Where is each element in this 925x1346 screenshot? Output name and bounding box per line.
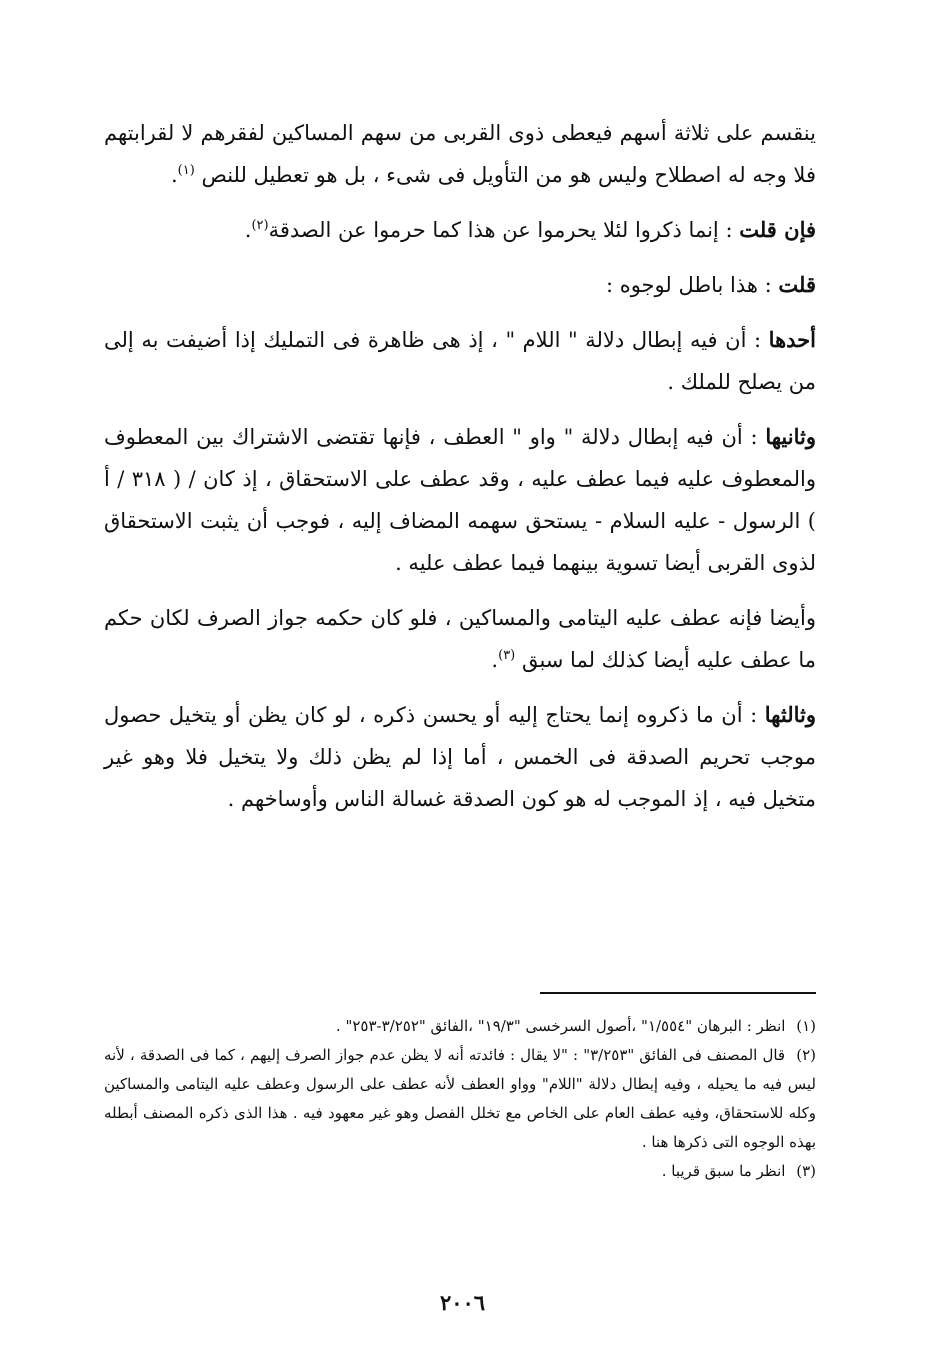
main-text bbox=[104, 112, 816, 833]
paragraph-tail: . bbox=[170, 163, 178, 187]
paragraph-tail: . bbox=[244, 218, 252, 242]
footnote-text: انظر ما سبق قريبا . bbox=[661, 1162, 786, 1180]
paragraph-2 bbox=[104, 209, 816, 251]
footnote-3 bbox=[104, 1157, 816, 1186]
bold-lead: وثالثها bbox=[764, 702, 816, 727]
paragraph-text: وأيضا فإنه عطف عليه اليتامى والمساكين ، فلو كان حكمه جواز الصرف لكان حكم ما عطف عليه أيضا كذلك لما سبق bbox=[104, 606, 816, 672]
page-number: ٢٠٠٦ bbox=[439, 1290, 486, 1315]
footnote-text: قال المصنف فى الفائق "٣/٢٥٣" : "لا يقال : فائدته أنه لا يظن عدم جواز الصرف إليهم ، كما فى الصدقة ، لأنه ليس فيه ما يحيله ، وفيه إبطال دلالة "اللام" وواو العطف لأنه عطف على الرسول وعطف عليه اليتامى والمساكين وكله للاستحقاق، وفيه عطف العام على الخاص مع تخلل الفصل وهو غير معهود فيه . هذا الذى ذكره المصنف أبطله بهذه الوجوه التى ذكرها هنا . bbox=[104, 1046, 816, 1151]
footnote-ref-3: (٣) bbox=[498, 648, 516, 663]
paragraph-1 bbox=[104, 112, 816, 196]
footnote-number: (٢) bbox=[796, 1046, 816, 1064]
paragraph-text: : هذا باطل لوجوه : bbox=[605, 273, 772, 297]
footnotes bbox=[104, 1012, 816, 1186]
footnote-number: (١) bbox=[796, 1017, 816, 1035]
paragraph-4 bbox=[104, 319, 816, 403]
footnote-ref-1: (١) bbox=[177, 163, 195, 178]
footnote-text: انظر : البرهان "١/٥٥٤" ،أصول السرخسى "١٩/٣" ،الفائق "٣/٢٥٢-٢٥٣" . bbox=[335, 1017, 786, 1035]
footnote-number: (٣) bbox=[796, 1162, 816, 1180]
footnote-divider bbox=[540, 992, 816, 994]
bold-lead: أحدها bbox=[768, 327, 816, 352]
paragraph-text: : أن فيه إبطال دلالة " واو " العطف ، فإنها تقتضى الاشتراك بين المعطوف والمعطوف عليه فيما عطف عليه ، وقد عطف على الاستحقاق ، إذ كان / ( ٣١٨ / أ ) الرسول - عليه السلام - يستحق سهمه المضاف إليه ، فوجب أن يثبت الاستحقاق لذوى القربى أيضا تسوية بينهما فيما عطف عليه . bbox=[104, 425, 817, 575]
paragraph-tail: . bbox=[491, 648, 499, 672]
bold-lead: وثانيها bbox=[765, 424, 816, 449]
paragraph-text: : إنما ذكروا لئلا يحرموا عن هذا كما حرموا عن الصدقة bbox=[268, 218, 733, 242]
paragraph-text: : أن فيه إبطال دلالة " اللام " ، إذ هى ظاهرة فى التمليك إذا أضيفت به إلى من يصلح للملك . bbox=[104, 328, 816, 394]
paragraph-text: ينقسم على ثلاثة أسهم فيعطى ذوى القربى من سهم المساكين لفقرهم لا لقرابتهم فلا وجه له اصطلاح وليس هو من التأويل فى شىء ، بل هو تعطيل للنص bbox=[104, 121, 816, 187]
paragraph-text: : أن ما ذكروه إنما يحتاج إليه أو يحسن ذكره ، لو كان يظن أو يتخيل حصول موجب تحريم الصدقة فى الخمس ، أما إذا لم يظن ذلك ولا يتخيل فلا وهو غير متخيل فيه ، إذ الموجب له هو كون الصدقة غسالة الناس وأوساخهم . bbox=[104, 703, 816, 811]
paragraph-5 bbox=[104, 416, 816, 584]
footnote-1 bbox=[104, 1012, 816, 1041]
bold-lead: قلت bbox=[778, 272, 816, 297]
paragraph-6 bbox=[104, 597, 816, 681]
paragraph-7 bbox=[104, 694, 816, 820]
paragraph-3 bbox=[104, 264, 816, 306]
bold-lead: فإن قلت bbox=[739, 217, 816, 242]
footnote-ref-2: (٢) bbox=[251, 218, 269, 233]
footnote-2 bbox=[104, 1041, 816, 1157]
